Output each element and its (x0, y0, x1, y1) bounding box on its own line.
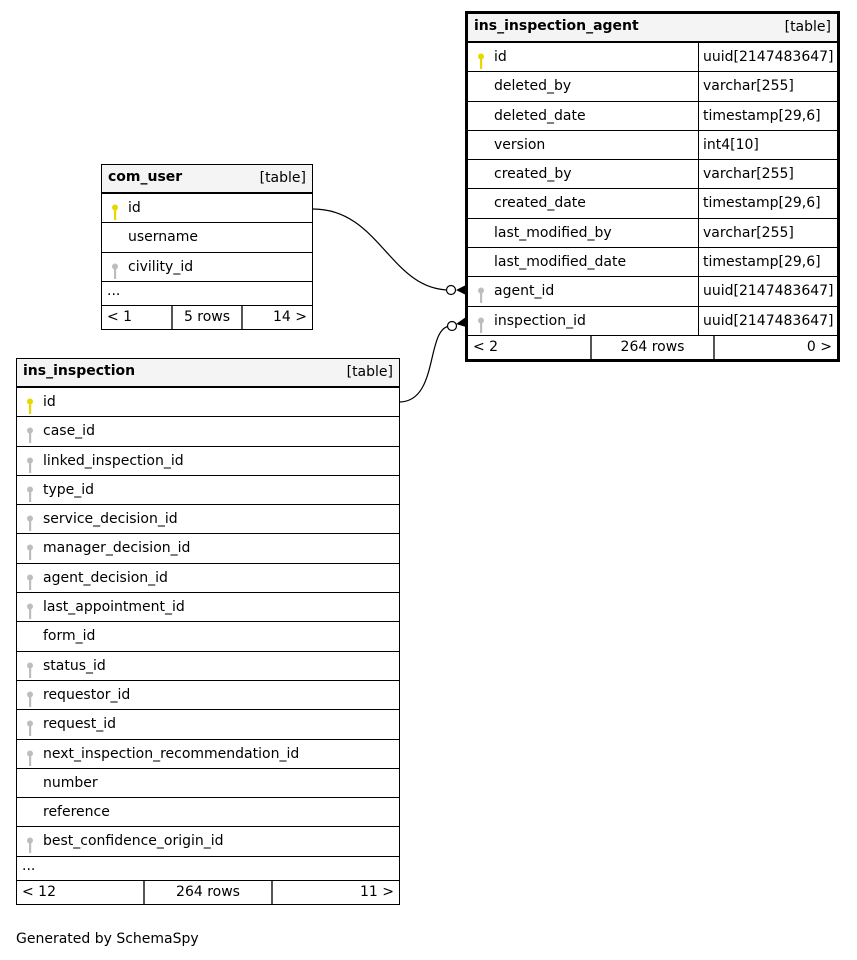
primary-key-icon (476, 51, 486, 67)
children-link[interactable]: 0 > (713, 336, 837, 359)
foreign-key-icon (476, 285, 486, 301)
column-row[interactable] (102, 223, 312, 252)
table-footer (102, 306, 312, 329)
column-row[interactable] (468, 277, 837, 306)
foreign-key-icon (110, 261, 120, 277)
table-footer (468, 336, 837, 359)
column-row[interactable] (468, 160, 837, 189)
children-link[interactable]: 14 > (241, 306, 312, 329)
column-row[interactable] (17, 740, 399, 769)
column-name: type_id (43, 481, 95, 498)
column-row[interactable] (468, 248, 837, 277)
foreign-key-icon (25, 425, 35, 441)
foreign-key-icon (25, 542, 35, 558)
column-type: varchar[255] (698, 72, 794, 100)
generated-by-caption: Generated by SchemaSpy (16, 931, 199, 947)
column-name: id (128, 200, 141, 216)
column-type: timestamp[29,6] (698, 248, 821, 276)
column-name: inspection_id (494, 312, 586, 329)
column-name: civility_id (128, 258, 194, 275)
column-name: last_appointment_id (43, 599, 185, 616)
foreign-key-icon (25, 601, 35, 617)
column-type: varchar[255] (698, 160, 794, 188)
column-row[interactable] (17, 476, 399, 505)
column-type: uuid[2147483647] (698, 277, 834, 305)
column-row[interactable] (468, 189, 837, 218)
column-type: int4[10] (698, 131, 759, 159)
column-row[interactable] (468, 102, 837, 131)
column-row[interactable] (17, 652, 399, 681)
column-row[interactable] (468, 219, 837, 248)
column-name: username (128, 229, 198, 246)
column-row[interactable] (17, 505, 399, 534)
column-row[interactable] (17, 564, 399, 593)
foreign-key-icon (25, 718, 35, 734)
primary-key-icon (110, 202, 120, 218)
table-name: ins_inspection_agent (474, 18, 639, 34)
column-row[interactable] (17, 417, 399, 446)
column-row[interactable] (17, 681, 399, 710)
column-row[interactable] (17, 769, 399, 798)
foreign-key-icon (476, 315, 486, 331)
more-columns: ... (17, 857, 399, 881)
foreign-key-icon (25, 513, 35, 529)
row-count: 264 rows (590, 336, 714, 359)
table-ins-inspection[interactable] (16, 358, 400, 905)
table-name: ins_inspection (23, 363, 136, 379)
table-kind: [table] (784, 19, 831, 35)
column-type: timestamp[29,6] (698, 102, 821, 130)
more-columns: ... (102, 282, 312, 306)
table-footer (17, 881, 399, 904)
table-ins-inspection-agent[interactable] (465, 11, 840, 362)
column-row[interactable] (17, 388, 399, 417)
table-header (468, 14, 837, 43)
column-name: id (43, 394, 56, 410)
relation-user-to-agent (313, 209, 450, 290)
column-row[interactable] (17, 798, 399, 827)
column-row[interactable] (17, 534, 399, 563)
column-row[interactable] (468, 72, 837, 101)
column-row[interactable] (102, 253, 312, 282)
table-header (17, 359, 399, 388)
column-name: number (43, 774, 98, 791)
column-row[interactable] (17, 710, 399, 739)
row-count: 264 rows (143, 881, 271, 904)
column-row[interactable] (468, 307, 837, 336)
column-row[interactable] (468, 43, 837, 72)
table-com-user[interactable] (101, 164, 313, 330)
table-kind: [table] (346, 364, 393, 380)
column-type: varchar[255] (698, 219, 794, 247)
column-name: status_id (43, 657, 106, 674)
column-type: timestamp[29,6] (698, 189, 821, 217)
primary-key-icon (25, 396, 35, 412)
column-name: best_confidence_origin_id (43, 833, 224, 850)
column-name: created_by (494, 166, 572, 183)
column-row[interactable] (17, 593, 399, 622)
parents-link[interactable]: < 12 (22, 883, 56, 900)
column-name: last_modified_by (494, 224, 612, 241)
column-name: agent_id (494, 283, 555, 300)
children-link[interactable]: 11 > (271, 881, 399, 904)
zero-or-many-marker (447, 286, 456, 295)
column-name: requestor_id (43, 686, 131, 703)
table-name: com_user (108, 169, 183, 185)
row-count: 5 rows (171, 306, 242, 329)
column-name: created_date (494, 195, 586, 212)
column-row[interactable] (17, 447, 399, 476)
column-row[interactable] (102, 194, 312, 223)
column-name: request_id (43, 716, 116, 733)
column-name: form_id (43, 628, 96, 645)
column-name: next_inspection_recommendation_id (43, 745, 300, 762)
foreign-key-icon (25, 484, 35, 500)
column-type: uuid[2147483647] (698, 307, 834, 335)
column-name: manager_decision_id (43, 540, 191, 557)
column-name: id (494, 49, 507, 65)
column-row[interactable] (17, 622, 399, 651)
foreign-key-icon (25, 835, 35, 851)
foreign-key-icon (25, 572, 35, 588)
foreign-key-icon (25, 748, 35, 764)
relation-inspection-to-agent (399, 326, 451, 402)
column-name: linked_inspection_id (43, 452, 184, 469)
zero-or-many-marker (448, 322, 457, 331)
foreign-key-icon (25, 455, 35, 471)
column-row[interactable] (468, 131, 837, 160)
column-name: case_id (43, 423, 95, 440)
column-name: last_modified_date (494, 254, 627, 271)
foreign-key-icon (25, 689, 35, 705)
table-kind: [table] (259, 170, 306, 186)
foreign-key-icon (25, 660, 35, 676)
column-name: deleted_by (494, 78, 572, 95)
column-name: version (494, 136, 546, 153)
column-name: deleted_date (494, 107, 586, 124)
column-name: reference (43, 804, 110, 821)
column-name: agent_decision_id (43, 569, 168, 586)
column-type: uuid[2147483647] (698, 43, 834, 71)
parents-link[interactable]: < 2 (473, 338, 499, 355)
column-name: service_decision_id (43, 511, 178, 528)
column-row[interactable] (17, 827, 399, 856)
table-header (102, 165, 312, 194)
parents-link[interactable]: < 1 (107, 308, 133, 325)
